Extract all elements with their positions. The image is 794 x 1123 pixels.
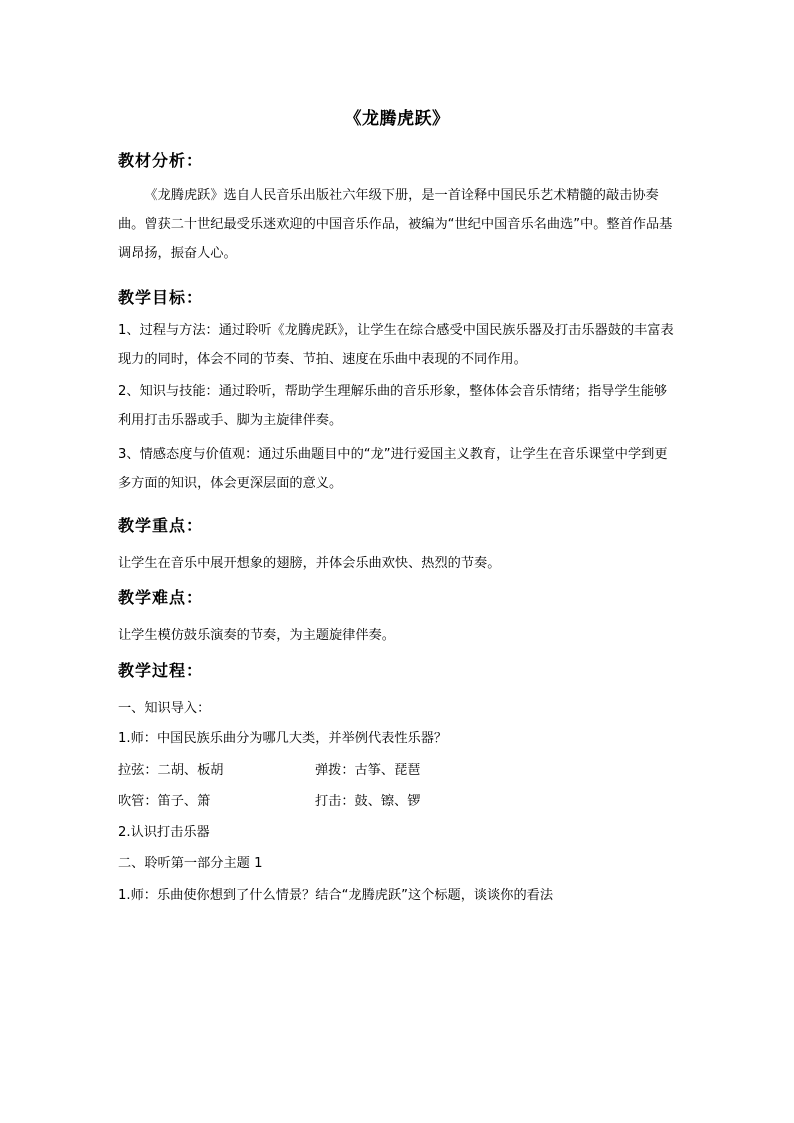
heading-analysis: 教材分析：: [118, 151, 204, 170]
heading-goals: 教学目标：: [118, 288, 204, 307]
instrument-plucked: 弹拨：古筝、琵琶: [315, 763, 421, 778]
analysis-paragraph: 《龙腾虎跃》选自人民音乐出版社六年级下册，是一首诠释中国民乐艺术精髓的敲击协奏曲。曾获二十世纪最受乐迷欢迎的中国音乐作品，被编为“世纪中国音乐名曲选”中。整首作品基调昂扬，振奋人心。: [118, 188, 673, 261]
process-question-3: 1.师：乐曲使你想到了什么情景？结合“龙腾虎跃”这个标题，谈谈你的看法: [118, 888, 554, 903]
heading-process: 教学过程：: [118, 661, 204, 680]
instrument-percussion: 打击：鼓、镲、锣: [315, 794, 421, 809]
heading-key-points: 教学重点：: [118, 516, 204, 535]
key-points-text: 让学生在音乐中展开想象的翅膀，并体会乐曲欢快、热烈的节奏。: [118, 556, 501, 571]
difficulties-text: 让学生模仿鼓乐演奏的节奏，为主题旋律伴奏。: [118, 628, 395, 643]
goal-item-1: 1、过程与方法：通过聆听《龙腾虎跃》，让学生在综合感受中国民族乐器及打击乐器鼓的丰富表现力的同时，体会不同的节奏、节拍、速度在乐曲中表现的不同作用。: [118, 323, 674, 367]
instrument-wind: 吹管：笛子、箫: [118, 794, 211, 809]
heading-difficulties: 教学难点：: [118, 588, 204, 607]
instrument-bowed: 拉弦：二胡、板胡: [118, 763, 224, 778]
goal-item-3: 3、情感态度与价值观：通过乐曲题目中的“龙”进行爱国主义教育，让学生在音乐课堂中学到更多方面的知识，体会更深层面的意义。: [118, 447, 668, 491]
process-question-2: 2.认识打击乐器: [118, 825, 210, 840]
process-part1-title: 一、知识导入：: [118, 701, 211, 716]
goal-item-2: 2、知识与技能：通过聆听，帮助学生理解乐曲的音乐形象，整体体会音乐情绪；指导学生能够利用打击乐器或手、脚为主旋律伴奏。: [118, 384, 668, 428]
document-title: 《龙腾虎跃》: [344, 109, 450, 129]
process-part2-title: 二、聆听第一部分主题 1: [118, 856, 263, 871]
process-question-1: 1.师：中国民族乐曲分为哪几大类，并举例代表性乐器？: [118, 731, 448, 746]
